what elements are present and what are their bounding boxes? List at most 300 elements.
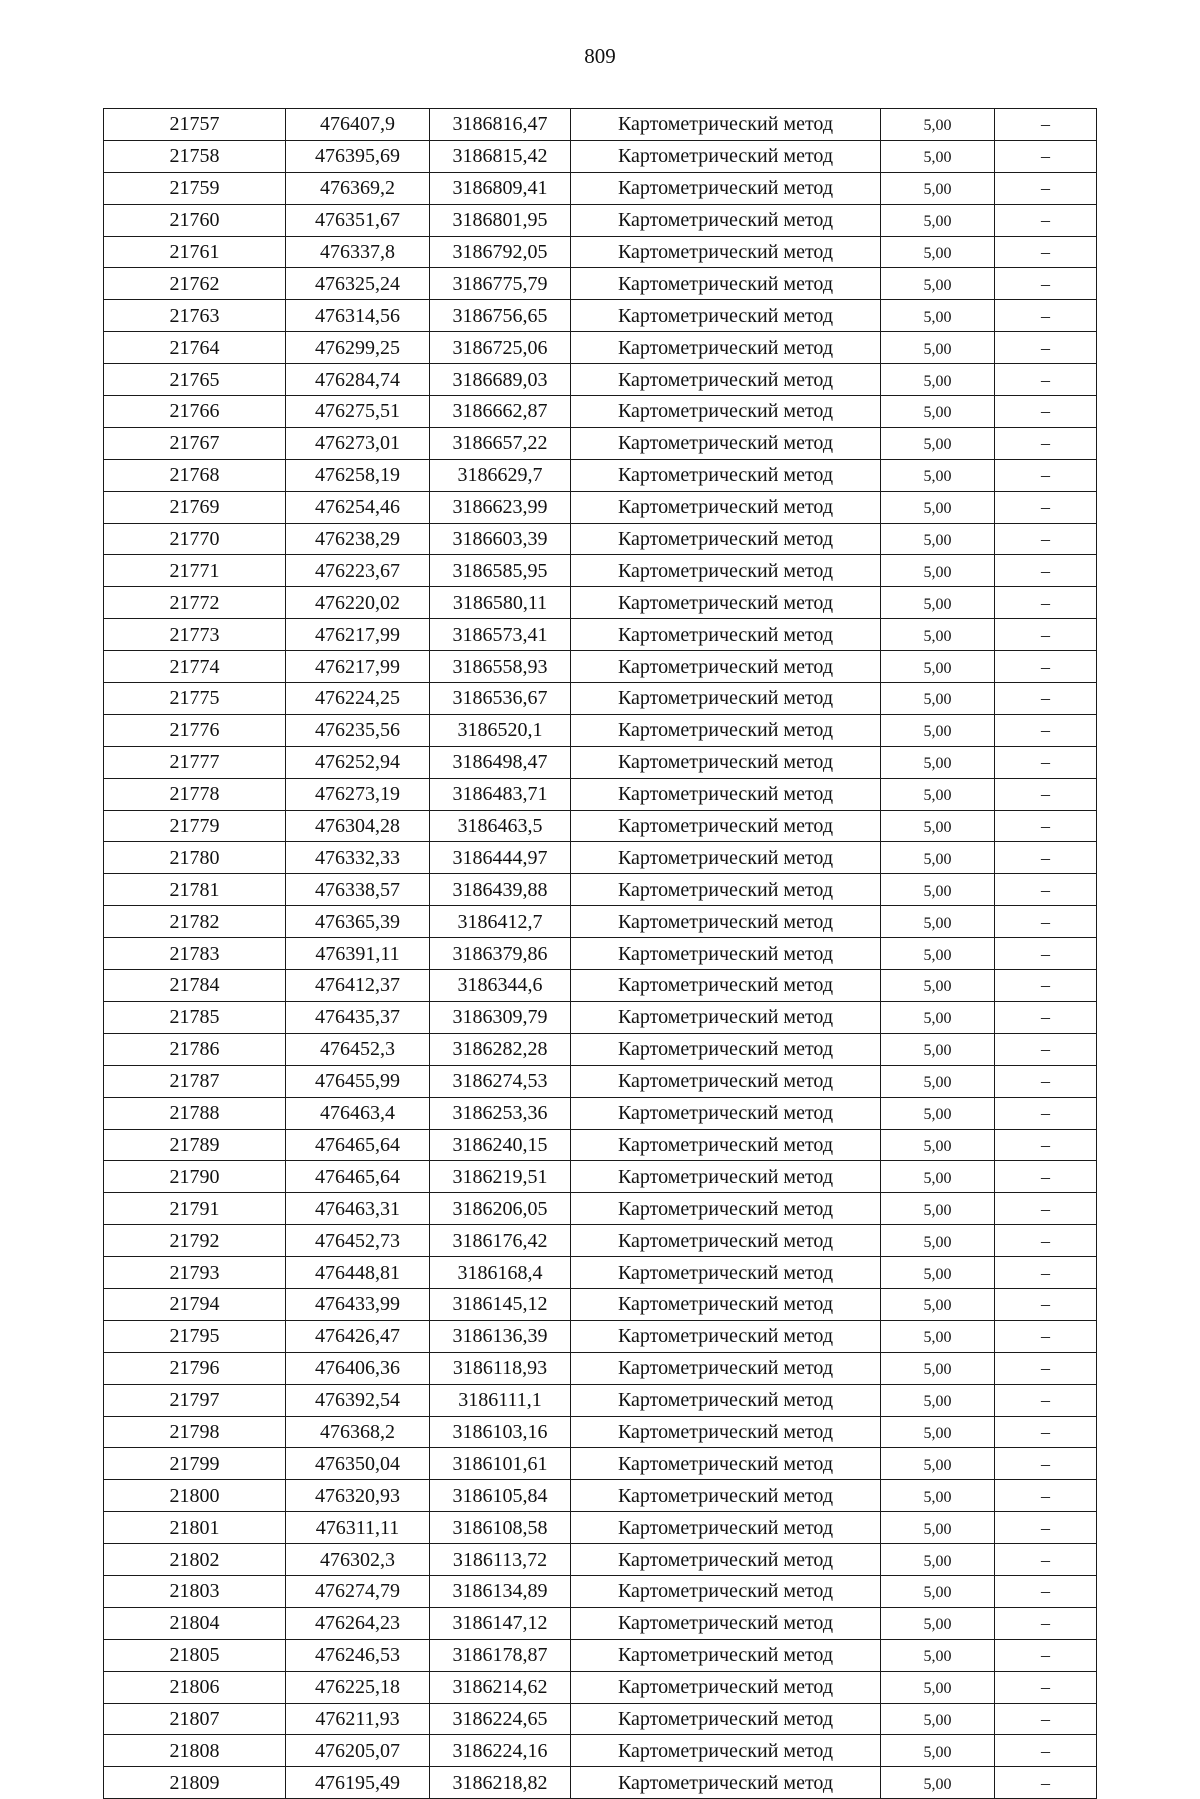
accuracy-cell: 5,00 bbox=[881, 810, 995, 842]
x-coordinate-cell: 476406,36 bbox=[286, 1352, 430, 1384]
method-cell: Картометрический метод bbox=[571, 172, 881, 204]
table-row bbox=[104, 1671, 1097, 1703]
accuracy-cell: 5,00 bbox=[881, 938, 995, 970]
description-cell: – bbox=[995, 1129, 1097, 1161]
accuracy-cell: 5,00 bbox=[881, 1575, 995, 1607]
x-coordinate-cell: 476433,99 bbox=[286, 1288, 430, 1320]
table-row bbox=[104, 1257, 1097, 1289]
point-number-cell: 21769 bbox=[104, 491, 286, 523]
method-cell: Картометрический метод bbox=[571, 300, 881, 332]
description-cell: – bbox=[995, 523, 1097, 555]
table-row bbox=[104, 523, 1097, 555]
point-number-cell: 21783 bbox=[104, 938, 286, 970]
table-row bbox=[104, 1703, 1097, 1735]
x-coordinate-cell: 476258,19 bbox=[286, 459, 430, 491]
x-coordinate-cell: 476320,93 bbox=[286, 1480, 430, 1512]
point-number-cell: 21771 bbox=[104, 555, 286, 587]
x-coordinate-cell: 476350,04 bbox=[286, 1448, 430, 1480]
x-coordinate-cell: 476224,25 bbox=[286, 683, 430, 715]
point-number-cell: 21777 bbox=[104, 746, 286, 778]
description-cell: – bbox=[995, 300, 1097, 332]
table-row bbox=[104, 1767, 1097, 1799]
description-cell: – bbox=[995, 1607, 1097, 1639]
accuracy-cell: 5,00 bbox=[881, 1767, 995, 1799]
table-row bbox=[104, 204, 1097, 236]
description-cell: – bbox=[995, 140, 1097, 172]
description-cell: – bbox=[995, 970, 1097, 1002]
method-cell: Картометрический метод bbox=[571, 1065, 881, 1097]
point-number-cell: 21793 bbox=[104, 1257, 286, 1289]
table-row bbox=[104, 1544, 1097, 1576]
accuracy-cell: 5,00 bbox=[881, 842, 995, 874]
method-cell: Картометрический метод bbox=[571, 938, 881, 970]
description-cell: – bbox=[995, 746, 1097, 778]
point-number-cell: 21779 bbox=[104, 810, 286, 842]
y-coordinate-cell: 3186344,6 bbox=[430, 970, 571, 1002]
point-number-cell: 21765 bbox=[104, 364, 286, 396]
description-cell: – bbox=[995, 1288, 1097, 1320]
y-coordinate-cell: 3186558,93 bbox=[430, 651, 571, 683]
description-cell: – bbox=[995, 619, 1097, 651]
table-row bbox=[104, 1097, 1097, 1129]
x-coordinate-cell: 476252,94 bbox=[286, 746, 430, 778]
point-number-cell: 21792 bbox=[104, 1225, 286, 1257]
description-cell: – bbox=[995, 268, 1097, 300]
accuracy-cell: 5,00 bbox=[881, 523, 995, 555]
accuracy-cell: 5,00 bbox=[881, 651, 995, 683]
method-cell: Картометрический метод bbox=[571, 1544, 881, 1576]
point-number-cell: 21789 bbox=[104, 1129, 286, 1161]
method-cell: Картометрический метод bbox=[571, 651, 881, 683]
point-number-cell: 21808 bbox=[104, 1735, 286, 1767]
x-coordinate-cell: 476452,3 bbox=[286, 1033, 430, 1065]
description-cell: – bbox=[995, 172, 1097, 204]
y-coordinate-cell: 3186136,39 bbox=[430, 1320, 571, 1352]
method-cell: Картометрический метод bbox=[571, 1480, 881, 1512]
accuracy-cell: 5,00 bbox=[881, 1065, 995, 1097]
y-coordinate-cell: 3186103,16 bbox=[430, 1416, 571, 1448]
x-coordinate-cell: 476365,39 bbox=[286, 906, 430, 938]
description-cell: – bbox=[995, 683, 1097, 715]
accuracy-cell: 5,00 bbox=[881, 1448, 995, 1480]
accuracy-cell: 5,00 bbox=[881, 619, 995, 651]
x-coordinate-cell: 476465,64 bbox=[286, 1161, 430, 1193]
method-cell: Картометрический метод bbox=[571, 683, 881, 715]
y-coordinate-cell: 3186775,79 bbox=[430, 268, 571, 300]
y-coordinate-cell: 3186218,82 bbox=[430, 1767, 571, 1799]
accuracy-cell: 5,00 bbox=[881, 714, 995, 746]
point-number-cell: 21790 bbox=[104, 1161, 286, 1193]
y-coordinate-cell: 3186108,58 bbox=[430, 1512, 571, 1544]
description-cell: – bbox=[995, 1384, 1097, 1416]
accuracy-cell: 5,00 bbox=[881, 140, 995, 172]
method-cell: Картометрический метод bbox=[571, 1225, 881, 1257]
accuracy-cell: 5,00 bbox=[881, 1161, 995, 1193]
point-number-cell: 21797 bbox=[104, 1384, 286, 1416]
point-number-cell: 21768 bbox=[104, 459, 286, 491]
accuracy-cell: 5,00 bbox=[881, 172, 995, 204]
y-coordinate-cell: 3186815,42 bbox=[430, 140, 571, 172]
description-cell: – bbox=[995, 1512, 1097, 1544]
table-row bbox=[104, 236, 1097, 268]
point-number-cell: 21773 bbox=[104, 619, 286, 651]
y-coordinate-cell: 3186168,4 bbox=[430, 1257, 571, 1289]
accuracy-cell: 5,00 bbox=[881, 491, 995, 523]
description-cell: – bbox=[995, 1448, 1097, 1480]
point-number-cell: 21780 bbox=[104, 842, 286, 874]
table-row bbox=[104, 1448, 1097, 1480]
x-coordinate-cell: 476220,02 bbox=[286, 587, 430, 619]
x-coordinate-cell: 476302,3 bbox=[286, 1544, 430, 1576]
table-row bbox=[104, 587, 1097, 619]
method-cell: Картометрический метод bbox=[571, 140, 881, 172]
table-row bbox=[104, 619, 1097, 651]
table-row bbox=[104, 714, 1097, 746]
table-row bbox=[104, 332, 1097, 364]
accuracy-cell: 5,00 bbox=[881, 1607, 995, 1639]
y-coordinate-cell: 3186105,84 bbox=[430, 1480, 571, 1512]
table-row bbox=[104, 1065, 1097, 1097]
table-row bbox=[104, 1575, 1097, 1607]
description-cell: – bbox=[995, 1480, 1097, 1512]
point-number-cell: 21785 bbox=[104, 1001, 286, 1033]
y-coordinate-cell: 3186224,16 bbox=[430, 1735, 571, 1767]
description-cell: – bbox=[995, 1001, 1097, 1033]
method-cell: Картометрический метод bbox=[571, 810, 881, 842]
table-row bbox=[104, 1129, 1097, 1161]
method-cell: Картометрический метод bbox=[571, 1001, 881, 1033]
point-number-cell: 21796 bbox=[104, 1352, 286, 1384]
accuracy-cell: 5,00 bbox=[881, 1001, 995, 1033]
accuracy-cell: 5,00 bbox=[881, 906, 995, 938]
table-row bbox=[104, 1001, 1097, 1033]
y-coordinate-cell: 3186801,95 bbox=[430, 204, 571, 236]
description-cell: – bbox=[995, 938, 1097, 970]
point-number-cell: 21806 bbox=[104, 1671, 286, 1703]
x-coordinate-cell: 476452,73 bbox=[286, 1225, 430, 1257]
point-number-cell: 21775 bbox=[104, 683, 286, 715]
method-cell: Картометрический метод bbox=[571, 332, 881, 364]
point-number-cell: 21778 bbox=[104, 778, 286, 810]
description-cell: – bbox=[995, 396, 1097, 428]
method-cell: Картометрический метод bbox=[571, 587, 881, 619]
y-coordinate-cell: 3186725,06 bbox=[430, 332, 571, 364]
method-cell: Картометрический метод bbox=[571, 842, 881, 874]
point-number-cell: 21809 bbox=[104, 1767, 286, 1799]
method-cell: Картометрический метод bbox=[571, 491, 881, 523]
accuracy-cell: 5,00 bbox=[881, 1544, 995, 1576]
x-coordinate-cell: 476392,54 bbox=[286, 1384, 430, 1416]
x-coordinate-cell: 476426,47 bbox=[286, 1320, 430, 1352]
method-cell: Картометрический метод bbox=[571, 1416, 881, 1448]
accuracy-cell: 5,00 bbox=[881, 268, 995, 300]
description-cell: – bbox=[995, 1193, 1097, 1225]
y-coordinate-cell: 3186412,7 bbox=[430, 906, 571, 938]
accuracy-cell: 5,00 bbox=[881, 1225, 995, 1257]
table-row bbox=[104, 683, 1097, 715]
y-coordinate-cell: 3186118,93 bbox=[430, 1352, 571, 1384]
y-coordinate-cell: 3186147,12 bbox=[430, 1607, 571, 1639]
y-coordinate-cell: 3186580,11 bbox=[430, 587, 571, 619]
accuracy-cell: 5,00 bbox=[881, 874, 995, 906]
method-cell: Картометрический метод bbox=[571, 1384, 881, 1416]
table-row bbox=[104, 651, 1097, 683]
description-cell: – bbox=[995, 1352, 1097, 1384]
table-row bbox=[104, 1480, 1097, 1512]
x-coordinate-cell: 476455,99 bbox=[286, 1065, 430, 1097]
y-coordinate-cell: 3186756,65 bbox=[430, 300, 571, 332]
accuracy-cell: 5,00 bbox=[881, 970, 995, 1002]
description-cell: – bbox=[995, 1320, 1097, 1352]
point-number-cell: 21804 bbox=[104, 1607, 286, 1639]
accuracy-cell: 5,00 bbox=[881, 300, 995, 332]
y-coordinate-cell: 3186206,05 bbox=[430, 1193, 571, 1225]
accuracy-cell: 5,00 bbox=[881, 1129, 995, 1161]
table-row bbox=[104, 1193, 1097, 1225]
point-number-cell: 21772 bbox=[104, 587, 286, 619]
description-cell: – bbox=[995, 587, 1097, 619]
x-coordinate-cell: 476223,67 bbox=[286, 555, 430, 587]
table-row bbox=[104, 842, 1097, 874]
x-coordinate-cell: 476435,37 bbox=[286, 1001, 430, 1033]
x-coordinate-cell: 476238,29 bbox=[286, 523, 430, 555]
y-coordinate-cell: 3186111,1 bbox=[430, 1384, 571, 1416]
coordinates-table-body bbox=[104, 109, 1097, 1799]
method-cell: Картометрический метод bbox=[571, 1671, 881, 1703]
y-coordinate-cell: 3186603,39 bbox=[430, 523, 571, 555]
method-cell: Картометрический метод bbox=[571, 906, 881, 938]
description-cell: – bbox=[995, 1033, 1097, 1065]
table-row bbox=[104, 396, 1097, 428]
x-coordinate-cell: 476338,57 bbox=[286, 874, 430, 906]
x-coordinate-cell: 476337,8 bbox=[286, 236, 430, 268]
table-row bbox=[104, 1161, 1097, 1193]
table-row bbox=[104, 459, 1097, 491]
description-cell: – bbox=[995, 459, 1097, 491]
x-coordinate-cell: 476412,37 bbox=[286, 970, 430, 1002]
y-coordinate-cell: 3186444,97 bbox=[430, 842, 571, 874]
x-coordinate-cell: 476304,28 bbox=[286, 810, 430, 842]
method-cell: Картометрический метод bbox=[571, 427, 881, 459]
x-coordinate-cell: 476225,18 bbox=[286, 1671, 430, 1703]
table-row bbox=[104, 1735, 1097, 1767]
y-coordinate-cell: 3186623,99 bbox=[430, 491, 571, 523]
accuracy-cell: 5,00 bbox=[881, 1288, 995, 1320]
point-number-cell: 21767 bbox=[104, 427, 286, 459]
accuracy-cell: 5,00 bbox=[881, 1352, 995, 1384]
method-cell: Картометрический метод bbox=[571, 364, 881, 396]
accuracy-cell: 5,00 bbox=[881, 109, 995, 141]
description-cell: – bbox=[995, 491, 1097, 523]
table-row bbox=[104, 172, 1097, 204]
y-coordinate-cell: 3186240,15 bbox=[430, 1129, 571, 1161]
accuracy-cell: 5,00 bbox=[881, 1703, 995, 1735]
point-number-cell: 21781 bbox=[104, 874, 286, 906]
method-cell: Картометрический метод bbox=[571, 746, 881, 778]
x-coordinate-cell: 476395,69 bbox=[286, 140, 430, 172]
method-cell: Картометрический метод bbox=[571, 1161, 881, 1193]
method-cell: Картометрический метод bbox=[571, 970, 881, 1002]
y-coordinate-cell: 3186253,36 bbox=[430, 1097, 571, 1129]
method-cell: Картометрический метод bbox=[571, 1033, 881, 1065]
table-row bbox=[104, 906, 1097, 938]
point-number-cell: 21788 bbox=[104, 1097, 286, 1129]
description-cell: – bbox=[995, 1639, 1097, 1671]
x-coordinate-cell: 476284,74 bbox=[286, 364, 430, 396]
accuracy-cell: 5,00 bbox=[881, 364, 995, 396]
point-number-cell: 21764 bbox=[104, 332, 286, 364]
x-coordinate-cell: 476273,01 bbox=[286, 427, 430, 459]
x-coordinate-cell: 476217,99 bbox=[286, 619, 430, 651]
description-cell: – bbox=[995, 1767, 1097, 1799]
accuracy-cell: 5,00 bbox=[881, 746, 995, 778]
x-coordinate-cell: 476299,25 bbox=[286, 332, 430, 364]
table-row bbox=[104, 874, 1097, 906]
description-cell: – bbox=[995, 555, 1097, 587]
description-cell: – bbox=[995, 1416, 1097, 1448]
description-cell: – bbox=[995, 1257, 1097, 1289]
y-coordinate-cell: 3186629,7 bbox=[430, 459, 571, 491]
point-number-cell: 21802 bbox=[104, 1544, 286, 1576]
table-row bbox=[104, 1416, 1097, 1448]
method-cell: Картометрический метод bbox=[571, 1097, 881, 1129]
point-number-cell: 21791 bbox=[104, 1193, 286, 1225]
method-cell: Картометрический метод bbox=[571, 1352, 881, 1384]
table-row bbox=[104, 1033, 1097, 1065]
x-coordinate-cell: 476273,19 bbox=[286, 778, 430, 810]
description-cell: – bbox=[995, 236, 1097, 268]
x-coordinate-cell: 476391,11 bbox=[286, 938, 430, 970]
table-row bbox=[104, 746, 1097, 778]
method-cell: Картометрический метод bbox=[571, 459, 881, 491]
point-number-cell: 21803 bbox=[104, 1575, 286, 1607]
accuracy-cell: 5,00 bbox=[881, 459, 995, 491]
accuracy-cell: 5,00 bbox=[881, 683, 995, 715]
description-cell: – bbox=[995, 1544, 1097, 1576]
description-cell: – bbox=[995, 204, 1097, 236]
y-coordinate-cell: 3186113,72 bbox=[430, 1544, 571, 1576]
accuracy-cell: 5,00 bbox=[881, 204, 995, 236]
y-coordinate-cell: 3186178,87 bbox=[430, 1639, 571, 1671]
x-coordinate-cell: 476235,56 bbox=[286, 714, 430, 746]
point-number-cell: 21784 bbox=[104, 970, 286, 1002]
table-row bbox=[104, 1384, 1097, 1416]
point-number-cell: 21787 bbox=[104, 1065, 286, 1097]
point-number-cell: 21800 bbox=[104, 1480, 286, 1512]
accuracy-cell: 5,00 bbox=[881, 1384, 995, 1416]
point-number-cell: 21786 bbox=[104, 1033, 286, 1065]
point-number-cell: 21782 bbox=[104, 906, 286, 938]
method-cell: Картометрический метод bbox=[571, 1320, 881, 1352]
y-coordinate-cell: 3186689,03 bbox=[430, 364, 571, 396]
x-coordinate-cell: 476195,49 bbox=[286, 1767, 430, 1799]
point-number-cell: 21805 bbox=[104, 1639, 286, 1671]
point-number-cell: 21761 bbox=[104, 236, 286, 268]
description-cell: – bbox=[995, 1703, 1097, 1735]
y-coordinate-cell: 3186145,12 bbox=[430, 1288, 571, 1320]
method-cell: Картометрический метод bbox=[571, 619, 881, 651]
point-number-cell: 21801 bbox=[104, 1512, 286, 1544]
y-coordinate-cell: 3186282,28 bbox=[430, 1033, 571, 1065]
y-coordinate-cell: 3186224,65 bbox=[430, 1703, 571, 1735]
point-number-cell: 21766 bbox=[104, 396, 286, 428]
point-number-cell: 21799 bbox=[104, 1448, 286, 1480]
accuracy-cell: 5,00 bbox=[881, 1193, 995, 1225]
y-coordinate-cell: 3186536,67 bbox=[430, 683, 571, 715]
y-coordinate-cell: 3186809,41 bbox=[430, 172, 571, 204]
y-coordinate-cell: 3186274,53 bbox=[430, 1065, 571, 1097]
point-number-cell: 21763 bbox=[104, 300, 286, 332]
description-cell: – bbox=[995, 109, 1097, 141]
table-row bbox=[104, 109, 1097, 141]
accuracy-cell: 5,00 bbox=[881, 1416, 995, 1448]
y-coordinate-cell: 3186520,1 bbox=[430, 714, 571, 746]
method-cell: Картометрический метод bbox=[571, 523, 881, 555]
table-row bbox=[104, 555, 1097, 587]
point-number-cell: 21776 bbox=[104, 714, 286, 746]
table-row bbox=[104, 810, 1097, 842]
x-coordinate-cell: 476264,23 bbox=[286, 1607, 430, 1639]
y-coordinate-cell: 3186662,87 bbox=[430, 396, 571, 428]
x-coordinate-cell: 476314,56 bbox=[286, 300, 430, 332]
y-coordinate-cell: 3186219,51 bbox=[430, 1161, 571, 1193]
y-coordinate-cell: 3186463,5 bbox=[430, 810, 571, 842]
description-cell: – bbox=[995, 651, 1097, 683]
accuracy-cell: 5,00 bbox=[881, 427, 995, 459]
method-cell: Картометрический метод bbox=[571, 1575, 881, 1607]
x-coordinate-cell: 476463,31 bbox=[286, 1193, 430, 1225]
method-cell: Картометрический метод bbox=[571, 874, 881, 906]
table-row bbox=[104, 938, 1097, 970]
y-coordinate-cell: 3186309,79 bbox=[430, 1001, 571, 1033]
x-coordinate-cell: 476217,99 bbox=[286, 651, 430, 683]
point-number-cell: 21798 bbox=[104, 1416, 286, 1448]
point-number-cell: 21807 bbox=[104, 1703, 286, 1735]
accuracy-cell: 5,00 bbox=[881, 1097, 995, 1129]
table-row bbox=[104, 427, 1097, 459]
x-coordinate-cell: 476463,4 bbox=[286, 1097, 430, 1129]
description-cell: – bbox=[995, 778, 1097, 810]
point-number-cell: 21770 bbox=[104, 523, 286, 555]
method-cell: Картометрический метод bbox=[571, 1639, 881, 1671]
description-cell: – bbox=[995, 1671, 1097, 1703]
method-cell: Картометрический метод bbox=[571, 1448, 881, 1480]
table-row bbox=[104, 1639, 1097, 1671]
table-row bbox=[104, 491, 1097, 523]
method-cell: Картометрический метод bbox=[571, 109, 881, 141]
description-cell: – bbox=[995, 874, 1097, 906]
table-row bbox=[104, 140, 1097, 172]
y-coordinate-cell: 3186379,86 bbox=[430, 938, 571, 970]
coordinates-table bbox=[103, 108, 1097, 1799]
description-cell: – bbox=[995, 332, 1097, 364]
x-coordinate-cell: 476211,93 bbox=[286, 1703, 430, 1735]
method-cell: Картометрический метод bbox=[571, 1767, 881, 1799]
method-cell: Картометрический метод bbox=[571, 236, 881, 268]
point-number-cell: 21760 bbox=[104, 204, 286, 236]
point-number-cell: 21759 bbox=[104, 172, 286, 204]
method-cell: Картометрический метод bbox=[571, 1607, 881, 1639]
accuracy-cell: 5,00 bbox=[881, 1480, 995, 1512]
description-cell: – bbox=[995, 842, 1097, 874]
point-number-cell: 21795 bbox=[104, 1320, 286, 1352]
accuracy-cell: 5,00 bbox=[881, 1257, 995, 1289]
y-coordinate-cell: 3186134,89 bbox=[430, 1575, 571, 1607]
y-coordinate-cell: 3186439,88 bbox=[430, 874, 571, 906]
table-row bbox=[104, 1512, 1097, 1544]
accuracy-cell: 5,00 bbox=[881, 555, 995, 587]
y-coordinate-cell: 3186792,05 bbox=[430, 236, 571, 268]
